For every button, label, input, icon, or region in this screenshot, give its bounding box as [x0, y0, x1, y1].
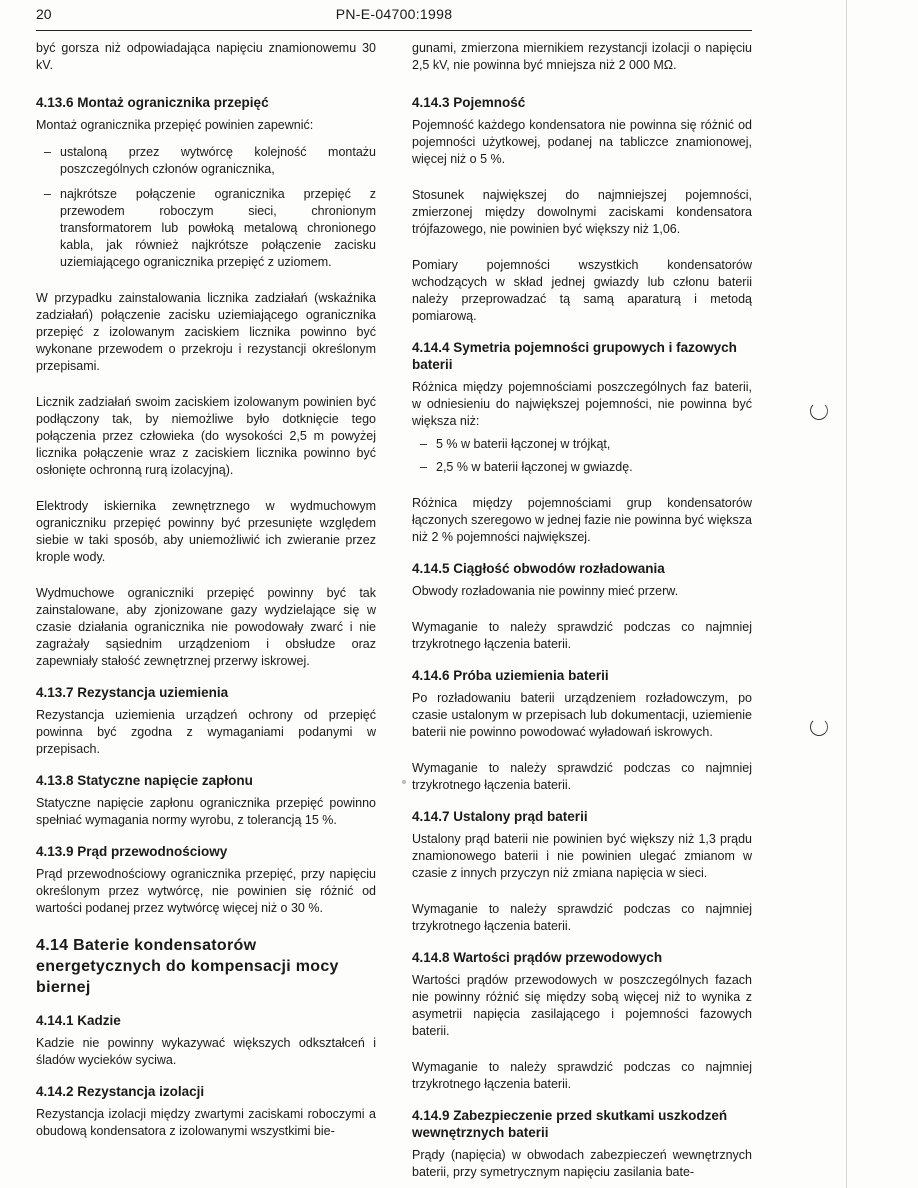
paragraph: Wymaganie to należy sprawdzić podczas co najmniej trzykrotnego łączenia baterii.	[412, 1060, 752, 1091]
paragraph: Prądy (napięcia) w obwodach zabezpieczeń wewnętrznych baterii, przy symetrycznym napięciu zasilania bate-	[412, 1148, 752, 1179]
scan-edge-line	[846, 0, 847, 1188]
paragraph: Statyczne napięcie zapłonu ogranicznika przepięć powinno spełniać wymagania normy wyrobu, z tolerancją 15 %.	[36, 796, 376, 827]
heading-4-14-1: 4.14.1 Kadzie	[36, 1013, 121, 1028]
paragraph: Ustalony prąd baterii nie powinien być większy niż 1,3 prądu znamionowego baterii i nie powinien ulegać zmianom w czasie z innych przyczyn niż zmiana napięcia w sieci.	[412, 832, 752, 880]
scan-speck	[402, 780, 406, 784]
right-column	[412, 40, 752, 1181]
paragraph-continued: gunami, zmierzona miernikiem rezystancji izolacji o napięciu 2,5 kV, nie powinna być mniejsza niż 2 000 MΩ.	[412, 41, 752, 72]
paragraph: Pomiary pojemności wszystkich kondensatorów wchodzących w skład jednej gwiazdy lub członu baterii należy przeprowadzać tą samą aparaturą i metodą pomiarową.	[412, 258, 752, 323]
list-item: – 5 % w baterii łączonej w trójkąt,	[412, 436, 752, 453]
paragraph: Po rozładowaniu baterii urządzeniem rozładowczym, po czasie ustalonym w przepisach lub dokumentacji, uziemienie baterii nie powinno powodować wyładowań iskrowych.	[412, 691, 752, 739]
page-number: 20	[36, 6, 52, 22]
heading-4-14-3: 4.14.3 Pojemność	[412, 95, 526, 110]
heading-4-14-9: 4.14.9 Zabezpieczenie przed skutkami uszkodzeń wewnętrznych baterii	[412, 1108, 728, 1140]
left-column	[36, 40, 376, 1140]
paragraph: Pojemność każdego kondensatora nie powinna się różnić od pojemności użytkowej, podanej na tabliczce znamionowej, więcej niż o 5 %.	[412, 118, 752, 166]
heading-4-13-8: 4.13.8 Statyczne napięcie zapłonu	[36, 773, 253, 788]
list-item: – najkrótsze połączenie ogranicznika przepięć z przewodem roboczym sieci, chronionym transformatorem lub powłoką metalową chronionego kabla, jak również najkrótsze połączenie zacisku uziemiającego ogranicznika przepięć z uziomem.	[36, 186, 376, 271]
paragraph: Licznik zadziałań swoim zaciskiem izolowanym powinien być podłączony tak, by niemożliwe było dotknięcie tego połączenia przez człowieka (do wysokości 2,5 m powyżej licznika połączenie wraz z zaciskiem licznika powinno być osłonięte ochronną rurą izolacyjną).	[36, 395, 376, 477]
paragraph: Różnica między pojemnościami poszczególnych faz baterii, w odniesieniu do największej pojemności, nie powinna być większa niż:	[412, 380, 752, 428]
heading-4-13-7: 4.13.7 Rezystancja uziemienia	[36, 685, 229, 700]
heading-4-14-8: 4.14.8 Wartości prądów przewodowych	[412, 950, 663, 965]
paragraph: Różnica między pojemnościami grup kondensatorów łączonych szeregowo w jednej fazie nie powinna być większa niż 2 % pojemności największej.	[412, 496, 752, 544]
heading-4-14-4: 4.14.4 Symetria pojemności grupowych i fazowych baterii	[412, 340, 737, 372]
heading-4-14-7: 4.14.7 Ustalony prąd baterii	[412, 809, 588, 824]
paragraph: Stosunek największej do najmniejszej pojemności, zmierzonej między dowolnymi zaciskami kondensatora trójfazowego, nie powinien być większy niż 1,06.	[412, 188, 752, 236]
paragraph: Elektrody iskiernika zewnętrznego w wydmuchowym ograniczniku przepięć powinny być przesunięte względem siebie w taki sposób, aby uniemożliwić ich zwieranie przez krople wody.	[36, 499, 376, 564]
paragraph: Wartości prądów przewodowych w poszczególnych fazach nie powinny różnić się między sobą więcej niż to wynika z asymetrii napięcia zasilającego i pojemności fazowych baterii.	[412, 973, 752, 1038]
punch-hole-top	[810, 402, 828, 420]
paragraph: Obwody rozładowania nie powinny mieć przerw.	[412, 584, 679, 598]
paragraph: Montaż ogranicznika przepięć powinien zapewnić:	[36, 118, 314, 132]
list-item: – 2,5 % w baterii łączonej w gwiazdę.	[412, 459, 752, 476]
paragraph-continued: być gorsza niż odpowiadająca napięciu znamionowemu 30 kV.	[36, 41, 376, 72]
punch-hole-bottom	[810, 718, 828, 736]
paragraph: Wydmuchowe ograniczniki przepięć powinny być tak zainstalowane, aby zjonizowane gazy wydzielające się w czasie działania ogranicznika nie powodowały zwarć i nie zagrażały sąsiednim urządzeniom i obsłudze oraz zapewniały stałość zewnętrznej przerwy iskrowej.	[36, 586, 376, 668]
dash-list	[412, 436, 752, 476]
paragraph: Wymaganie to należy sprawdzić podczas co najmniej trzykrotnego łączenia baterii.	[412, 761, 752, 792]
paragraph: Wymaganie to należy sprawdzić podczas co najmniej trzykrotnego łączenia baterii.	[412, 620, 752, 651]
standard-id: PN-E-04700:1998	[335, 6, 453, 22]
heading-4-14: 4.14 Baterie kondensatorów energetycznych do kompensacji mocy biernej	[36, 937, 339, 996]
paragraph: Wymaganie to należy sprawdzić podczas co najmniej trzykrotnego łączenia baterii.	[412, 902, 752, 933]
paragraph: Rezystancja uziemienia urządzeń ochrony od przepięć powinna być zgodna z wymaganiami podanymi w przepisach.	[36, 708, 376, 756]
paragraph: Prąd przewodnościowy ogranicznika przepięć, przy napięciu określonym przez wytwórcę, nie powinien się różnić od wartości podanej przez wytwórcę więcej niż o 30 %.	[36, 867, 376, 915]
dash-list	[36, 144, 376, 271]
list-item: – ustaloną przez wytwórcę kolejność montażu poszczególnych członów ogranicznika,	[36, 144, 376, 178]
paragraph: W przypadku zainstalowania licznika zadziałań (wskaźnika zadziałań) połączenie zacisku uziemiającego ogranicznika przepięć z izolowanym zaciskiem licznika powinno być wykonane przewodem o przekroju i rezystancji określonym przepisami.	[36, 291, 376, 373]
heading-4-14-6: 4.14.6 Próba uziemienia baterii	[412, 668, 609, 683]
paragraph: Rezystancja izolacji między zwartymi zaciskami roboczymi a obudową kondensatora z izolowanymi wszystkimi bie-	[36, 1107, 376, 1138]
heading-4-13-9: 4.13.9 Prąd przewodnościowy	[36, 844, 228, 859]
heading-4-13-6: 4.13.6 Montaż ogranicznika przepięć	[36, 95, 269, 110]
page-header	[36, 6, 752, 31]
heading-4-14-2: 4.14.2 Rezystancja izolacji	[36, 1084, 205, 1099]
heading-4-14-5: 4.14.5 Ciągłość obwodów rozładowania	[412, 561, 665, 576]
paragraph: Kadzie nie powinny wykazywać większych odkształceń i śladów wycieków syciwa.	[36, 1036, 376, 1067]
